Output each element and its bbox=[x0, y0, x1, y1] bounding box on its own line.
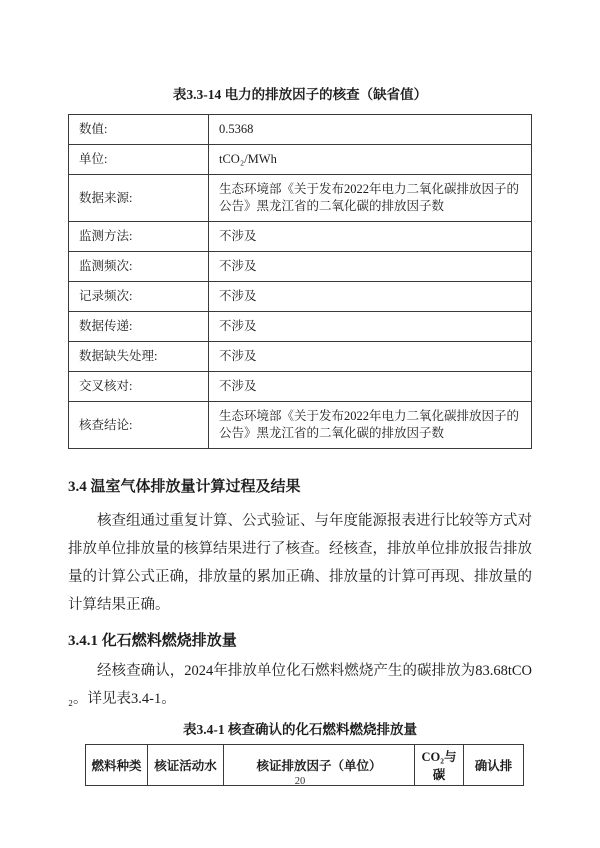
row-label: 交叉核对: bbox=[69, 372, 209, 402]
row-label: 核查结论: bbox=[69, 402, 209, 449]
column-header: CO₂与碳 bbox=[415, 745, 464, 786]
table-row bbox=[69, 175, 532, 222]
table-row bbox=[69, 342, 532, 372]
column-header: 燃料种类 bbox=[86, 745, 148, 786]
row-label: 数据缺失处理: bbox=[69, 342, 209, 372]
section-3-4-1-heading: 3.4.1 化石燃料燃烧排放量 bbox=[68, 633, 237, 649]
table-row bbox=[69, 282, 532, 312]
row-value: 生态环境部《关于发布2022年电力二氧化碳排放因子的公告》黑龙江省的二氧化碳的排放因子数 bbox=[209, 402, 532, 449]
table-row bbox=[69, 115, 532, 145]
emission-factor-table bbox=[68, 114, 532, 449]
row-label: 监测方法: bbox=[69, 222, 209, 252]
row-value: 生态环境部《关于发布2022年电力二氧化碳排放因子的公告》黑龙江省的二氧化碳的排放因子数 bbox=[209, 175, 532, 222]
row-value: 不涉及 bbox=[209, 342, 532, 372]
table-row bbox=[69, 145, 532, 175]
row-label: 数值: bbox=[69, 115, 209, 145]
row-value: 不涉及 bbox=[209, 312, 532, 342]
table-row bbox=[69, 312, 532, 342]
row-value: tCO₂/MWh bbox=[209, 145, 532, 175]
row-value: 不涉及 bbox=[209, 282, 532, 312]
section-3-4-heading: 3.4 温室气体排放量计算过程及结果 bbox=[68, 479, 301, 495]
table-row bbox=[69, 222, 532, 252]
table-row bbox=[69, 402, 532, 449]
table-3-3-14-caption: 表3.3-14 电力的排放因子的核查（缺省值） bbox=[172, 87, 428, 102]
row-label: 监测频次: bbox=[69, 252, 209, 282]
row-value: 0.5368 bbox=[209, 115, 532, 145]
row-value: 不涉及 bbox=[209, 252, 532, 282]
page-number: 20 bbox=[294, 776, 306, 787]
table-row bbox=[69, 252, 532, 282]
column-header: 核证排放因子（单位） bbox=[224, 745, 415, 786]
row-value: 不涉及 bbox=[209, 222, 532, 252]
row-label: 数据传递: bbox=[69, 312, 209, 342]
section-3-4-paragraph: 核查组通过重复计算、公式验证、与年度能源报表进行比较等方式对排放单位排放量的核算结果进行了核查。经核查，排放单位排放报告排放量的计算公式正确，排放量的累加正确、排放量的计算可再现、排放量的计算结果正确。 bbox=[68, 513, 532, 613]
row-label: 单位: bbox=[69, 145, 209, 175]
row-value: 不涉及 bbox=[209, 372, 532, 402]
row-label: 记录频次: bbox=[69, 282, 209, 312]
row-label: 数据来源: bbox=[69, 175, 209, 222]
column-header: 确认排 bbox=[464, 745, 524, 786]
table-row bbox=[69, 372, 532, 402]
column-header: 核证活动水 bbox=[148, 745, 224, 786]
table-3-4-1-caption: 表3.4-1 核查确认的化石燃料燃烧排放量 bbox=[183, 722, 417, 737]
section-3-4-1-paragraph: 经核查确认，2024年排放单位化石燃料燃烧产生的碳排放为83.68tCO₂。详见表3.4-1。 bbox=[68, 663, 532, 707]
